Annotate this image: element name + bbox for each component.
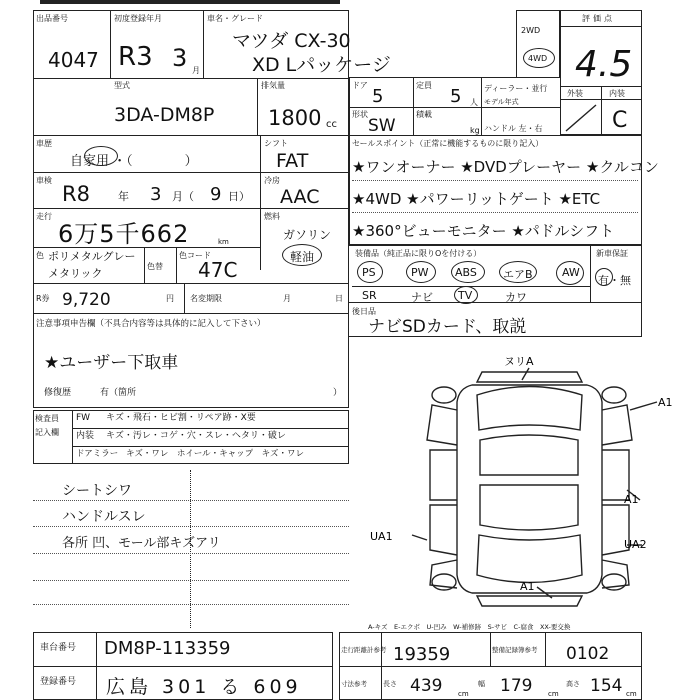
inspection-year-unit: 年 xyxy=(118,190,129,203)
memo-line-2: ハンドルスレ xyxy=(62,509,146,525)
dims-wid-label: 幅 xyxy=(478,680,485,688)
notes-text: ★ユーザー下取車 xyxy=(44,353,179,373)
car-name-label: 車名・グレード xyxy=(207,14,263,23)
usage-label: 車歴 xyxy=(36,139,52,148)
ref-maint-value: 0102 xyxy=(566,644,610,664)
aircon-value: AAC xyxy=(280,186,320,208)
model-label: 型式 xyxy=(114,81,130,90)
color-change-label: 色替 xyxy=(147,262,163,271)
recycle-label: R券 xyxy=(36,294,50,303)
drive-2wd: 2WD xyxy=(521,26,541,35)
shape-label: 形状 xyxy=(352,110,368,119)
color-code-label: 色コード xyxy=(179,251,211,260)
capacity-value: 5 xyxy=(450,86,462,107)
mileage-label: 走行 xyxy=(36,212,52,221)
dims-len: 439 xyxy=(410,676,443,696)
color-label: 色 xyxy=(36,251,44,260)
usage-value: 自家用 ・（ ） xyxy=(70,154,198,169)
ref-maint-label: 整備記録簿参考 xyxy=(492,646,538,654)
check-text-2: キズ・汚レ・コゲ・穴・スレ・ヘタリ・破レ xyxy=(106,431,286,441)
score-label: 評価点 xyxy=(582,14,615,23)
name-change-day: 日 xyxy=(335,294,343,303)
displacement-label: 排気量 xyxy=(261,81,285,90)
ext-label: 外装 xyxy=(567,89,583,98)
equip-airbag: エアB xyxy=(503,268,533,281)
doors-label: ドア xyxy=(352,81,368,90)
check-text-3: キズ・ワレ ホイール・キャップ キズ・ワレ xyxy=(126,449,304,459)
load-label: 積載 xyxy=(416,110,432,119)
equip-abs: ABS xyxy=(455,266,477,279)
fuel-gas: ガソリン xyxy=(283,228,332,242)
sales-line1: ★ワンオーナー ★DVDプレーヤー ★クルコン xyxy=(352,158,659,176)
sales-point-label: セールスポイント（正常に機能するものに限り記入） xyxy=(352,139,544,148)
equip-leather: カワ xyxy=(505,291,527,304)
displacement-value: 1800 xyxy=(268,106,322,130)
model-year-label: モデル年式 xyxy=(484,98,519,106)
dims-label: 寸法参考 xyxy=(341,680,367,688)
dmg-right-2: A1 xyxy=(624,493,639,506)
dealer-label: ディーラー・並行 xyxy=(484,84,548,93)
dims-len-unit: cm xyxy=(458,690,469,698)
dims-len-label: 長さ xyxy=(383,680,397,688)
dmg-left: UA1 xyxy=(370,530,393,543)
doors-value: 5 xyxy=(372,86,384,107)
reg-era: R3 xyxy=(118,42,153,72)
car-name-line1: マツダ CX-30 xyxy=(232,30,351,52)
repair-close: ） xyxy=(333,388,343,398)
model-value: 3DA-DM8P xyxy=(114,104,215,126)
ref-mileage-label: 走行距離計参考 xyxy=(341,646,387,654)
name-change-month: 月 xyxy=(283,294,291,303)
new-warranty-label: 新車保証 xyxy=(596,249,628,258)
displacement-unit: cc xyxy=(326,119,337,130)
dims-hgt-unit: cm xyxy=(626,690,637,698)
dmg-bottom: A1 xyxy=(520,580,535,593)
dims-wid-unit: cm xyxy=(548,690,559,698)
ref-mileage-value: 19359 xyxy=(393,644,451,665)
check-head-2: 内装 xyxy=(76,431,95,441)
fuel-diesel: 軽油 xyxy=(290,250,315,264)
repair-value: 有（箇所 xyxy=(100,388,137,398)
dims-hgt: 154 xyxy=(590,676,623,696)
legend: A-キズ E-エクボ U-凹み W-補修跡 S-サビ C-腐食 XX-要交換 xyxy=(368,623,571,631)
after-fit-label: 後日品 xyxy=(352,307,376,316)
name-change-label: 名変期限 xyxy=(190,294,222,303)
aircon-label: 冷房 xyxy=(264,176,280,185)
repair-label: 修復歴 xyxy=(44,388,72,398)
check-text-1: キズ・飛石・ヒビ割・リペア跡・X要 xyxy=(106,413,256,423)
equip-sr: SR xyxy=(362,289,377,302)
inspection-day-unit: 日） xyxy=(228,190,250,203)
reg-month: 3 xyxy=(172,44,188,72)
chassis-value: DM8P-113359 xyxy=(104,638,231,659)
shift-label: シフト xyxy=(264,139,288,148)
dmg-right-1: A1 xyxy=(658,396,673,409)
car-name-line2: XD Lパッケージ xyxy=(252,54,391,76)
after-fit-value: ナビSDカード、取説 xyxy=(368,317,527,337)
color-value: ポリメタルグレー メタリック xyxy=(48,250,136,280)
check-title-2: 記入欄 xyxy=(35,428,59,437)
dmg-right-3: UA2 xyxy=(624,538,647,551)
mileage-value: 6万5千662 xyxy=(58,220,190,248)
sales-line3: ★360°ビューモニター ★パドルシフト xyxy=(352,222,615,240)
capacity-label: 定員 xyxy=(416,81,432,90)
inspection-year: R8 xyxy=(62,182,90,206)
shape-value: SW xyxy=(368,116,396,136)
drive-4wd: 4WD xyxy=(528,54,548,63)
inspection-day: 9 xyxy=(210,184,222,205)
equip-navi: ナビ xyxy=(411,291,433,304)
dims-hgt-label: 高さ xyxy=(566,680,580,688)
ext-slash xyxy=(562,101,600,133)
new-warranty-value: 有・無 xyxy=(598,274,631,287)
car-damage-diagram xyxy=(352,350,697,625)
notes-label: 注意事項申告欄（不具合内容等は具体的に記入して下さい） xyxy=(36,319,266,329)
check-head-1: FW xyxy=(76,413,91,423)
inspection-month: 3 xyxy=(150,184,162,205)
lot-value: 4047 xyxy=(48,48,99,72)
int-value: C xyxy=(612,108,628,133)
mileage-unit: km xyxy=(218,238,229,246)
int-label: 内装 xyxy=(609,89,625,98)
plate-value: 広島 301 る 609 xyxy=(106,676,302,698)
score-value: 4.5 xyxy=(575,44,633,85)
equip-aw: AW xyxy=(562,266,580,279)
inspection-label: 車検 xyxy=(36,176,52,185)
lot-label: 出品番号 xyxy=(36,14,68,23)
color-code-value: 47C xyxy=(198,258,238,282)
capacity-unit: 人 xyxy=(470,98,478,107)
handle-label: ハンドル 左・右 xyxy=(484,124,543,133)
load-unit: kg xyxy=(470,126,480,135)
shift-value: FAT xyxy=(276,150,309,172)
recycle-value: 9,720 xyxy=(62,290,111,310)
sales-line2: ★4WD ★パワーリットゲート ★ETC xyxy=(352,190,601,208)
recycle-unit: 円 xyxy=(166,294,174,303)
dims-wid: 179 xyxy=(500,676,533,696)
equip-tv: TV xyxy=(458,289,473,302)
chassis-label: 車台番号 xyxy=(40,643,77,653)
fuel-label: 燃料 xyxy=(264,212,280,221)
inspection-month-unit: 月（ xyxy=(172,190,194,203)
check-title-1: 検査員 xyxy=(35,414,59,423)
memo-line-1: シートシワ xyxy=(62,483,132,499)
top-edge xyxy=(40,0,340,4)
equip-pw: PW xyxy=(411,266,429,279)
check-head-3: ドアミラー xyxy=(76,449,119,459)
plate-label: 登録番号 xyxy=(40,677,77,687)
equip-ps: PS xyxy=(362,266,376,279)
reg-month-unit: 月 xyxy=(192,66,200,75)
memo-line-3: 各所 凹、モール部キズアリ xyxy=(62,536,221,551)
dmg-top: ヌリA xyxy=(504,355,534,368)
reg-date-label: 初度登録年月 xyxy=(114,14,162,23)
equipment-label: 装備品（純正品に限りOを付ける） xyxy=(355,249,482,258)
